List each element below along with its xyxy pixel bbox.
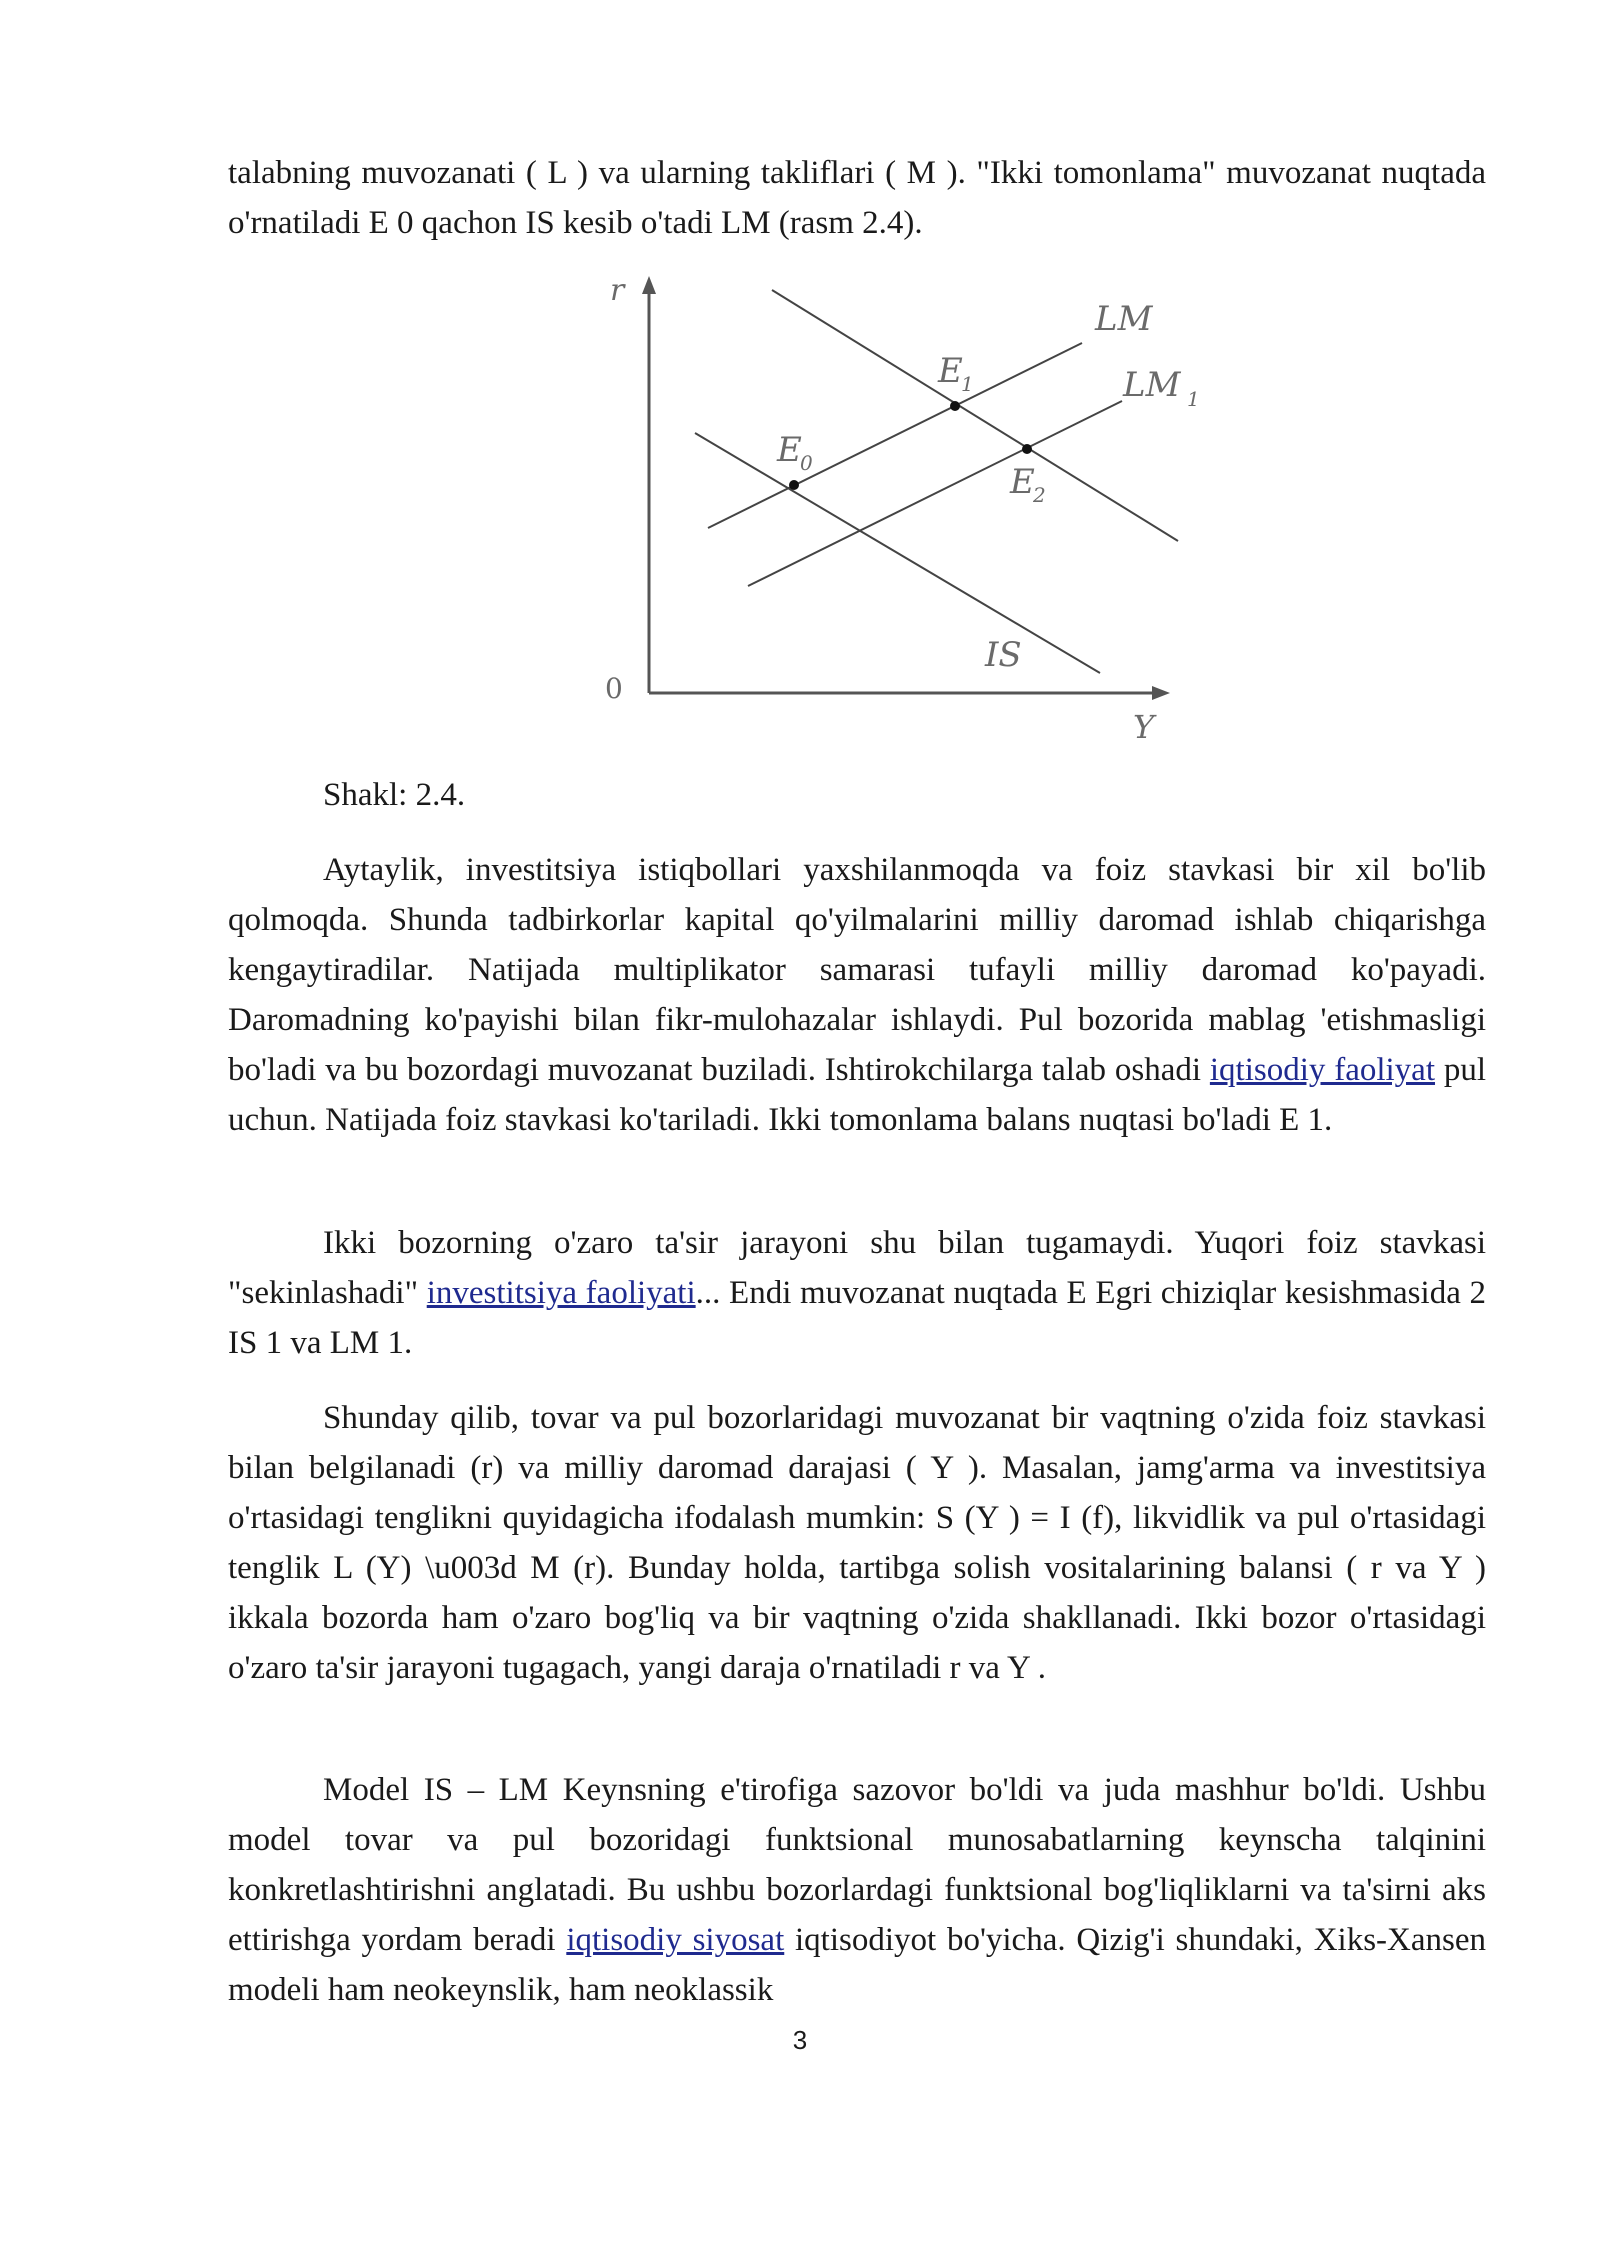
e1-label-group (937, 351, 974, 396)
is-lm-figure (560, 268, 1240, 758)
y-axis-label: r (610, 273, 625, 308)
para3-text-a: Ikki bozorning o'zaro ta'sir jarayoni shu bilan tugamaydi. Yuqori foiz stavkasi "sekinlashadi" (228, 1225, 1486, 1311)
page-number: 3 (792, 2025, 808, 2055)
link-iqtisodiy-faoliyat[interactable]: iqtisodiy faoliyat (1209, 1052, 1436, 1088)
is-label: IS (985, 635, 1022, 675)
point-e0 (789, 480, 799, 490)
paragraph-interaction (228, 1218, 1486, 1368)
e0-label: E (777, 430, 802, 470)
link-iqtisodiy-siyosat[interactable]: iqtisodiy siyosat (566, 1922, 785, 1958)
origin-label: 0 (605, 672, 623, 705)
lm1-label-group (1122, 365, 1200, 411)
para4-text: Shunday qilib, tovar va pul bozorlaridagi muvozanat bir vaqtning o'zida foiz stavkasi bilan belgilanadi (r) va milliy daromad darajasi ( Y ). Masalan, jamg'arma va investitsiya o'rtasidagi tenglikni quyidagicha ifodalash mumkin: S (Y ) = I (f), likvidlik va pul o'rtasidagi tenglik L (Y) \u003d M (r). Bunday holda, tartibga solish vositalarining balansi ( r va Y ) ikkala bozorda ham o'zaro bog'liq va bir vaqtning o'zida shakllanadi. Ikki bozor o'rtasidagi o'zaro ta'sir jarayoni tugagach, yangi daraja o'rnatiladi r va Y . (228, 1400, 1486, 1686)
e2-label: E (1010, 462, 1035, 502)
point-e1 (950, 401, 960, 411)
x-axis-label: Y (1133, 708, 1155, 746)
para2-text-a: Aytaylik, investitsiya istiqbollari yaxshilanmoqda va foiz stavkasi bir xil bo'lib qolmoqda. Shunda tadbirkorlar kapital qo'yilmalarini milliy daromad ishlab chiqarishga kengaytiradilar. Natijada multiplikator samarasi tufayli milliy daromad ko'payadi. Daromadning ko'payishi bilan fikr-mulohazalar ishlaydi. Pul bozorida mablag 'etishmasligi bo'ladi va bu bozordagi muvozanat buziladi. Ishtirokchilarga talab oshadi (228, 852, 1486, 1088)
para5-text-b: iqtisodiyot bo'yicha. Qizig'i shundaki, Xiks-Xansen modeli ham neokeynslik, ham neoklassik (228, 1922, 1486, 2008)
paragraph-model (228, 1765, 1486, 2015)
para5-text-a: Model IS – LM Keynsning e'tirofiga sazovor bo'ldi va juda mashhur bo'ldi. Ushbu model tovar va pul bozoridagi funktsional munosabatlarning keynscha talqinini konkretlashtirishni anglatadi. Bu ushbu bozorlardagi funktsional bog'liqliklarni va ta'sirni aks ettirishga yordam beradi (228, 1772, 1486, 1958)
e2-subscript: 2 (1033, 483, 1046, 507)
lm-label: LM (1095, 299, 1153, 339)
para2-text-b: pul uchun. Natijada foiz stavkasi ko'tariladi. Ikki tomonlama balans nuqtasi bo'ladi E 1. (228, 1052, 1487, 1138)
e1-subscript: 1 (961, 372, 974, 396)
e2-label-group (1009, 462, 1046, 507)
lm1-subscript: 1 (1187, 387, 1200, 411)
y-axis-arrow (642, 276, 656, 294)
x-axis-arrow (1152, 686, 1170, 700)
paragraph-investment (228, 845, 1486, 1145)
figure-caption: Shakl: 2.4. (323, 777, 466, 813)
point-e2 (1022, 444, 1032, 454)
lm1-curve (748, 401, 1122, 586)
lm1-label: LM (1123, 365, 1181, 405)
para3-text-b: ... Endi muvozanat nuqtada E Egri chiziqlar kesishmasida 2 IS 1 va LM 1. (228, 1275, 1486, 1361)
link-investitsiya-faoliyati[interactable]: investitsiya faoliyati (426, 1275, 696, 1311)
intro-paragraph (228, 148, 1486, 248)
e1-label: E (938, 351, 963, 391)
e0-subscript: 0 (800, 451, 813, 475)
e0-label-group (776, 430, 813, 475)
is-curve (695, 433, 1100, 673)
intro-text: talabning muvozanati ( L ) va ularning takliflari ( M ). "Ikki tomonlama" muvozanat nuqtada o'rnatiladi E 0 qachon IS kesib o'tadi LM (rasm 2.4). (228, 155, 1486, 241)
paragraph-equilibrium (228, 1393, 1486, 1693)
